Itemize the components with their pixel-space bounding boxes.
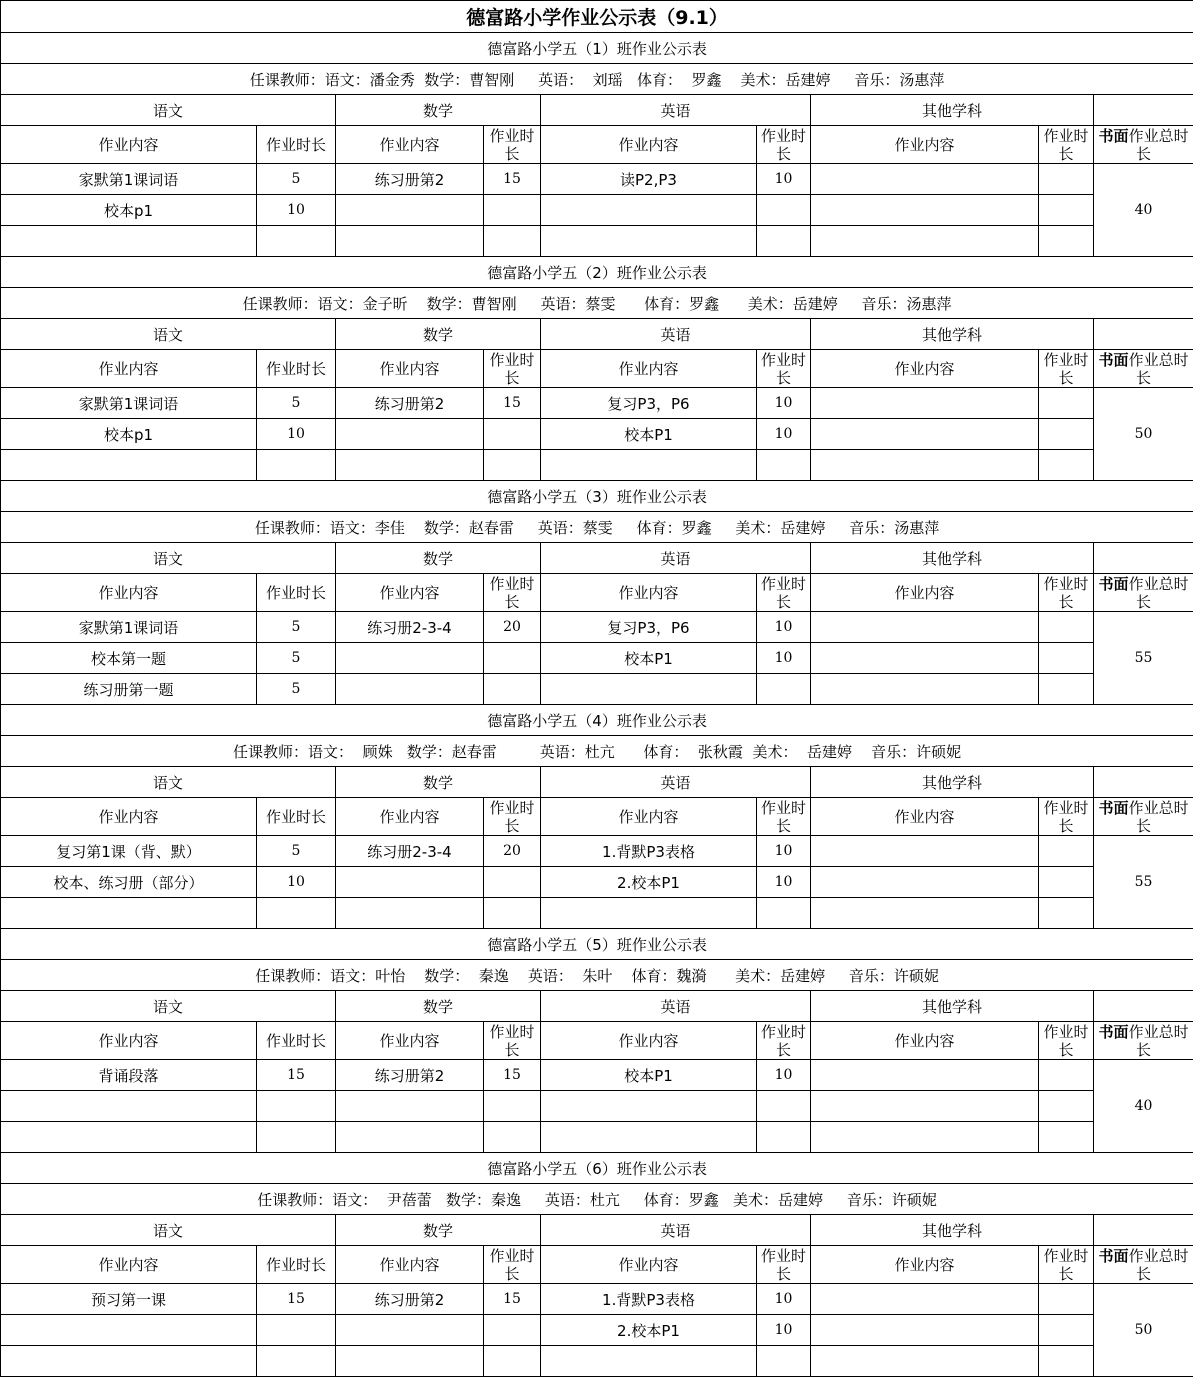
math-duration-header: 作业时长 [484,350,541,388]
teacher-list: 任课教师：语文： 顾姝 数学：赵春雷 英语：杜亢 体育： 张秋霞 美术： 岳建婷 音乐：许硕妮 [1,736,1193,767]
other-content-header: 作业内容 [811,126,1039,164]
english-content-header: 作业内容 [541,126,757,164]
math-duration-cell [484,674,541,705]
subject-english-header: 英语 [541,95,811,126]
total-header-rest: 作业总时长 [1129,351,1189,387]
math-content-cell [336,867,484,898]
chinese-content-cell: 校本第一题 [1,643,257,674]
other-content-cell [811,674,1039,705]
english-content-cell [541,226,757,257]
teacher-list: 任课教师：语文：叶怡 数学： 秦逸 英语： 朱叶 体育：魏漪 美术：岳建婷 音乐：许硕妮 [1,960,1193,991]
math-content-header: 作业内容 [336,1246,484,1284]
math-content-cell [336,419,484,450]
chinese-content-cell: 背诵段落 [1,1060,257,1091]
total-header-bold: 书面 [1099,351,1129,369]
english-content-header: 作业内容 [541,798,757,836]
chinese-content-header: 作业内容 [1,798,257,836]
chinese-content-cell: 练习册第一题 [1,674,257,705]
math-content-cell: 练习册第2 [336,388,484,419]
class-title: 德富路小学五（6）班作业公示表 [1,1153,1193,1184]
total-header-bold: 书面 [1099,1023,1129,1041]
math-duration-cell: 15 [484,1284,541,1315]
chinese-duration-header: 作业时长 [257,798,336,836]
english-content-cell [541,450,757,481]
chinese-duration-header: 作业时长 [257,126,336,164]
math-content-cell: 练习册2-3-4 [336,836,484,867]
other-content-header: 作业内容 [811,798,1039,836]
other-duration-cell [1039,1284,1094,1315]
math-content-cell [336,1091,484,1122]
chinese-duration-header: 作业时长 [257,1022,336,1060]
english-content-cell [541,195,757,226]
math-duration-cell: 15 [484,1060,541,1091]
subject-math-header: 数学 [336,543,541,574]
chinese-duration-cell: 5 [257,612,336,643]
chinese-duration-cell [257,450,336,481]
math-duration-header: 作业时长 [484,1246,541,1284]
other-duration-header: 作业时长 [1039,1246,1094,1284]
math-content-header: 作业内容 [336,350,484,388]
subject-math-header: 数学 [336,1215,541,1246]
other-duration-header: 作业时长 [1039,350,1094,388]
math-content-cell: 练习册2-3-4 [336,612,484,643]
other-content-cell [811,226,1039,257]
chinese-content-header: 作业内容 [1,350,257,388]
other-content-cell [811,450,1039,481]
english-content-cell [541,1346,757,1377]
other-content-header: 作业内容 [811,1022,1039,1060]
total-header-bold: 书面 [1099,799,1129,817]
subject-english-header: 英语 [541,1215,811,1246]
math-duration-cell [484,1122,541,1153]
blank-header-cell [1094,1215,1193,1246]
teacher-list: 任课教师：语文：李佳 数学：赵春雷 英语：蔡雯 体育：罗鑫 美术：岳建婷 音乐：汤惠萍 [1,512,1193,543]
class-title: 德富路小学五（3）班作业公示表 [1,481,1193,512]
english-duration-cell: 10 [757,164,811,195]
english-duration-header: 作业时长 [757,1022,811,1060]
chinese-duration-cell: 5 [257,164,336,195]
english-duration-cell: 10 [757,1315,811,1346]
chinese-duration-header: 作业时长 [257,350,336,388]
other-duration-cell [1039,1346,1094,1377]
total-duration-cell: 40 [1094,164,1193,257]
other-content-cell [811,1315,1039,1346]
subject-chinese-header: 语文 [1,543,336,574]
english-duration-cell: 10 [757,388,811,419]
english-duration-cell [757,450,811,481]
english-duration-header: 作业时长 [757,1246,811,1284]
teacher-list: 任课教师：语文：潘金秀 数学：曹智刚 英语： 刘瑶 体育： 罗鑫 美术：岳建婷 音乐：汤惠萍 [1,64,1193,95]
other-content-cell [811,388,1039,419]
class-title: 德富路小学五（5）班作业公示表 [1,929,1193,960]
chinese-duration-cell: 10 [257,419,336,450]
math-content-cell [336,1122,484,1153]
other-content-cell [811,836,1039,867]
total-header-bold: 书面 [1099,127,1129,145]
math-content-cell [336,898,484,929]
english-duration-header: 作业时长 [757,350,811,388]
subject-other-header: 其他学科 [811,95,1094,126]
chinese-duration-header: 作业时长 [257,574,336,612]
other-duration-cell [1039,164,1094,195]
math-content-cell [336,643,484,674]
chinese-content-cell [1,1346,257,1377]
subject-chinese-header: 语文 [1,991,336,1022]
other-content-header: 作业内容 [811,350,1039,388]
math-duration-cell: 15 [484,164,541,195]
math-content-cell: 练习册第2 [336,164,484,195]
other-duration-cell [1039,898,1094,929]
subject-math-header: 数学 [336,767,541,798]
other-duration-cell [1039,643,1094,674]
subject-english-header: 英语 [541,319,811,350]
subject-english-header: 英语 [541,991,811,1022]
math-duration-cell [484,419,541,450]
subject-other-header: 其他学科 [811,991,1094,1022]
chinese-duration-cell [257,898,336,929]
english-content-header: 作业内容 [541,1022,757,1060]
teacher-list: 任课教师：语文： 尹蓓蕾 数学：秦逸 英语：杜亢 体育：罗鑫 美术：岳建婷 音乐：许硕妮 [1,1184,1193,1215]
subject-english-header: 英语 [541,543,811,574]
other-duration-cell [1039,612,1094,643]
chinese-content-cell [1,1091,257,1122]
chinese-content-cell: 校本p1 [1,195,257,226]
chinese-content-cell: 校本、练习册（部分） [1,867,257,898]
chinese-content-header: 作业内容 [1,126,257,164]
page-title: 德富路小学作业公示表（9.1） [1,1,1193,33]
english-content-cell: 2.校本P1 [541,1315,757,1346]
math-duration-header: 作业时长 [484,1022,541,1060]
math-duration-cell [484,195,541,226]
english-content-cell: 复习P3，P6 [541,388,757,419]
english-content-header: 作业内容 [541,574,757,612]
total-duration-cell: 50 [1094,1284,1193,1377]
total-duration-header [1094,1022,1193,1060]
chinese-content-cell [1,1122,257,1153]
english-duration-cell [757,1091,811,1122]
chinese-content-cell: 家默第1课词语 [1,388,257,419]
chinese-content-cell: 家默第1课词语 [1,164,257,195]
other-duration-cell [1039,226,1094,257]
math-content-cell [336,226,484,257]
english-duration-cell: 10 [757,1284,811,1315]
total-duration-header [1094,1246,1193,1284]
other-content-cell [811,898,1039,929]
english-content-cell: 校本P1 [541,643,757,674]
english-duration-cell: 10 [757,1060,811,1091]
other-content-cell [811,1060,1039,1091]
math-content-cell [336,1315,484,1346]
class-title: 德富路小学五（1）班作业公示表 [1,33,1193,64]
other-duration-cell [1039,674,1094,705]
math-duration-cell [484,1315,541,1346]
other-duration-cell [1039,388,1094,419]
subject-chinese-header: 语文 [1,767,336,798]
total-duration-header [1094,798,1193,836]
total-duration-header [1094,574,1193,612]
total-header-bold: 书面 [1099,575,1129,593]
math-duration-cell [484,1346,541,1377]
other-duration-cell [1039,450,1094,481]
chinese-duration-cell: 5 [257,674,336,705]
other-duration-cell [1039,1091,1094,1122]
other-duration-cell [1039,1315,1094,1346]
english-duration-cell [757,226,811,257]
other-duration-cell [1039,867,1094,898]
class-title: 德富路小学五（4）班作业公示表 [1,705,1193,736]
chinese-duration-cell: 10 [257,195,336,226]
math-duration-cell: 15 [484,388,541,419]
math-content-cell [336,1346,484,1377]
english-content-cell: 1.背默P3表格 [541,1284,757,1315]
english-content-cell [541,1091,757,1122]
english-content-cell [541,898,757,929]
math-duration-cell [484,898,541,929]
other-duration-cell [1039,1060,1094,1091]
blank-header-cell [1094,767,1193,798]
chinese-duration-cell: 15 [257,1060,336,1091]
subject-math-header: 数学 [336,319,541,350]
total-header-rest: 作业总时长 [1129,799,1189,835]
math-content-header: 作业内容 [336,1022,484,1060]
math-content-cell [336,195,484,226]
english-duration-cell [757,898,811,929]
total-duration-header [1094,350,1193,388]
math-content-cell [336,450,484,481]
chinese-content-cell: 预习第一课 [1,1284,257,1315]
other-duration-header: 作业时长 [1039,126,1094,164]
blank-header-cell [1094,543,1193,574]
math-content-cell: 练习册第2 [336,1284,484,1315]
english-content-header: 作业内容 [541,1246,757,1284]
total-header-rest: 作业总时长 [1129,575,1189,611]
other-duration-header: 作业时长 [1039,1022,1094,1060]
other-content-cell [811,1346,1039,1377]
teacher-list: 任课教师：语文：金子昕 数学：曹智刚 英语：蔡雯 体育：罗鑫 美术：岳建婷 音乐：汤惠萍 [1,288,1193,319]
total-duration-cell: 55 [1094,836,1193,929]
total-header-rest: 作业总时长 [1129,127,1189,163]
other-content-cell [811,195,1039,226]
math-content-cell: 练习册第2 [336,1060,484,1091]
math-duration-cell [484,450,541,481]
other-content-cell [811,1091,1039,1122]
other-content-cell [811,1122,1039,1153]
english-duration-cell [757,195,811,226]
total-header-rest: 作业总时长 [1129,1247,1189,1283]
chinese-content-header: 作业内容 [1,1022,257,1060]
english-duration-header: 作业时长 [757,574,811,612]
chinese-content-cell: 复习第1课（背、默） [1,836,257,867]
total-duration-header [1094,126,1193,164]
english-content-cell: 复习P3，P6 [541,612,757,643]
chinese-duration-cell [257,226,336,257]
english-content-cell: 读P2,P3 [541,164,757,195]
chinese-content-cell: 校本p1 [1,419,257,450]
math-content-header: 作业内容 [336,574,484,612]
english-duration-header: 作业时长 [757,126,811,164]
total-header-rest: 作业总时长 [1129,1023,1189,1059]
blank-header-cell [1094,319,1193,350]
chinese-duration-cell [257,1346,336,1377]
chinese-content-header: 作业内容 [1,1246,257,1284]
math-duration-cell [484,226,541,257]
chinese-duration-header: 作业时长 [257,1246,336,1284]
other-content-header: 作业内容 [811,1246,1039,1284]
math-duration-cell: 20 [484,836,541,867]
other-content-cell [811,643,1039,674]
chinese-duration-cell [257,1315,336,1346]
english-content-cell: 校本P1 [541,419,757,450]
subject-math-header: 数学 [336,991,541,1022]
english-duration-cell: 10 [757,643,811,674]
chinese-content-cell [1,450,257,481]
chinese-duration-cell: 5 [257,836,336,867]
total-header-bold: 书面 [1099,1247,1129,1265]
english-content-cell [541,674,757,705]
chinese-duration-cell: 5 [257,388,336,419]
total-duration-cell: 40 [1094,1060,1193,1153]
other-duration-cell [1039,195,1094,226]
english-content-cell: 2.校本P1 [541,867,757,898]
math-duration-header: 作业时长 [484,126,541,164]
subject-math-header: 数学 [336,95,541,126]
english-content-cell: 校本P1 [541,1060,757,1091]
total-duration-cell: 55 [1094,612,1193,705]
math-content-cell [336,674,484,705]
blank-header-cell [1094,991,1193,1022]
chinese-duration-cell: 15 [257,1284,336,1315]
english-duration-cell [757,1346,811,1377]
english-content-cell: 1.背默P3表格 [541,836,757,867]
blank-header-cell [1094,95,1193,126]
chinese-duration-cell: 10 [257,867,336,898]
subject-other-header: 其他学科 [811,767,1094,798]
math-duration-cell [484,867,541,898]
subject-chinese-header: 语文 [1,95,336,126]
other-content-cell [811,867,1039,898]
other-content-header: 作业内容 [811,574,1039,612]
math-duration-header: 作业时长 [484,798,541,836]
other-content-cell [811,612,1039,643]
other-duration-cell [1039,1122,1094,1153]
subject-chinese-header: 语文 [1,319,336,350]
english-duration-header: 作业时长 [757,798,811,836]
other-duration-header: 作业时长 [1039,798,1094,836]
chinese-duration-cell: 5 [257,643,336,674]
other-duration-header: 作业时长 [1039,574,1094,612]
chinese-content-cell [1,226,257,257]
other-content-cell [811,164,1039,195]
math-duration-cell: 20 [484,612,541,643]
english-content-header: 作业内容 [541,350,757,388]
class-title: 德富路小学五（2）班作业公示表 [1,257,1193,288]
english-content-cell [541,1122,757,1153]
other-duration-cell [1039,419,1094,450]
other-duration-cell [1039,836,1094,867]
total-duration-cell: 50 [1094,388,1193,481]
math-duration-cell [484,643,541,674]
english-duration-cell: 10 [757,419,811,450]
subject-chinese-header: 语文 [1,1215,336,1246]
subject-other-header: 其他学科 [811,543,1094,574]
subject-english-header: 英语 [541,767,811,798]
english-duration-cell [757,674,811,705]
english-duration-cell [757,1122,811,1153]
chinese-content-cell [1,1315,257,1346]
math-content-header: 作业内容 [336,798,484,836]
english-duration-cell: 10 [757,836,811,867]
subject-other-header: 其他学科 [811,319,1094,350]
math-duration-header: 作业时长 [484,574,541,612]
chinese-content-cell [1,898,257,929]
math-content-header: 作业内容 [336,126,484,164]
chinese-content-header: 作业内容 [1,574,257,612]
other-content-cell [811,1284,1039,1315]
math-duration-cell [484,1091,541,1122]
subject-other-header: 其他学科 [811,1215,1094,1246]
other-content-cell [811,419,1039,450]
chinese-duration-cell [257,1091,336,1122]
chinese-content-cell: 家默第1课词语 [1,612,257,643]
english-duration-cell: 10 [757,612,811,643]
chinese-duration-cell [257,1122,336,1153]
english-duration-cell: 10 [757,867,811,898]
